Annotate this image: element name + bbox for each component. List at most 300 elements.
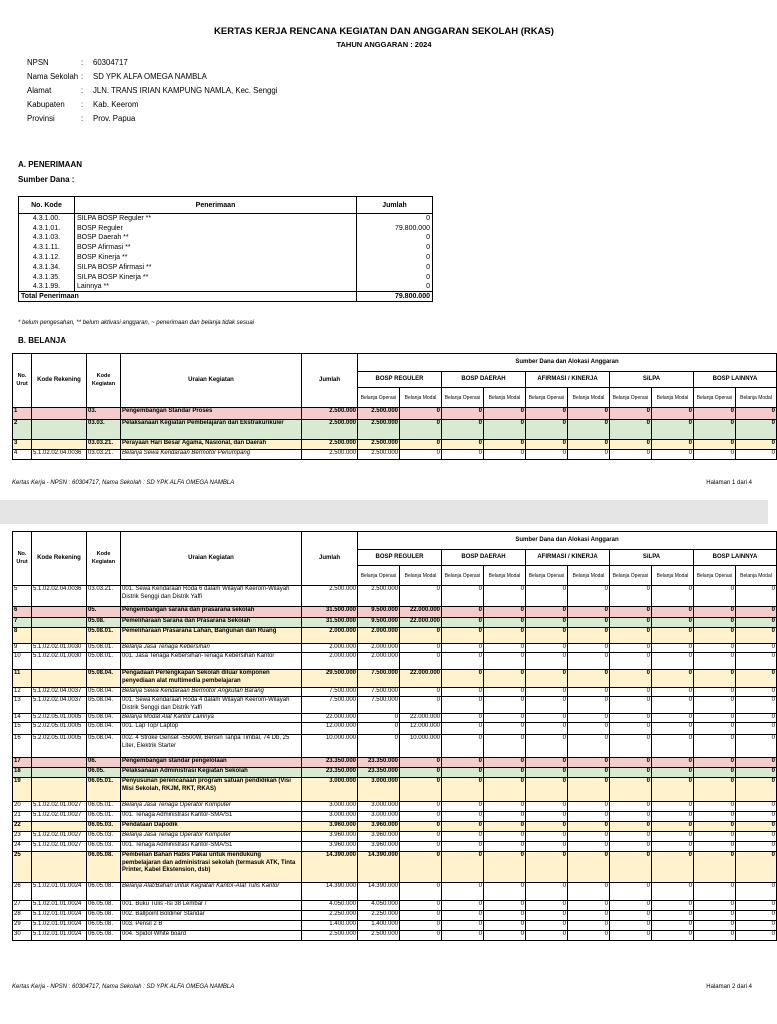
- allocation-cell: 0: [442, 670, 484, 688]
- column-header-belanja-modal: Belanja Modal: [400, 388, 442, 408]
- uraian-cell: Pengembangan standar pengelolaan: [121, 758, 302, 768]
- allocation-cell: 0: [568, 688, 610, 697]
- allocation-cell: 0: [442, 911, 484, 921]
- no-urut-cell: 21: [13, 812, 32, 822]
- allocation-cell: 0: [652, 688, 694, 697]
- allocation-cell: 0: [568, 931, 610, 941]
- column-header-fund-group: BOSP DAERAH: [442, 372, 526, 388]
- uraian-cell: Pemeliharaan Prasarana Lahan, Bangunan dan Ruang: [121, 628, 302, 644]
- allocation-cell: 0: [484, 883, 526, 901]
- no-urut-cell: 24: [13, 842, 32, 852]
- allocation-cell: 0: [484, 812, 526, 822]
- uraian-cell: 001. Sewa Kendaraan Roda 6 dalam Wilayah Keerom-Wilayah Distrik Senggi dan Distrik Yaffi: [121, 586, 302, 607]
- kode-rekening-cell: 5.1.02.01.01.0024: [32, 911, 87, 921]
- page-number: Halaman 2 dari 4: [706, 984, 752, 990]
- allocation-cell: 0: [694, 440, 736, 450]
- allocation-cell: 0: [694, 822, 736, 832]
- allocation-cell: 0: [610, 628, 652, 644]
- uraian-cell: Pengembangan Standar Proses: [121, 408, 302, 420]
- allocation-cell: 0: [736, 644, 777, 653]
- kode-cell: 4.3.1.01.: [19, 223, 75, 233]
- allocation-cell: 0: [526, 852, 568, 883]
- allocation-cell: 9.500.000: [358, 618, 400, 628]
- allocation-cell: 0: [442, 408, 484, 420]
- uraian-cell: 002. 4 Stroke Genset -5500W, Bensin Tanpa Timbal, 74 Db, 25 Liter, Elektrik Starter: [121, 735, 302, 758]
- kode-kegiatan-cell: 06.05.08.: [87, 852, 121, 883]
- jumlah-cell: 2.000.000: [302, 653, 358, 670]
- allocation-cell: 0: [568, 607, 610, 618]
- column-header-uraian: Uraian Kegiatan: [121, 532, 302, 586]
- kode-kegiatan-cell: 05.08.04.: [87, 670, 121, 688]
- allocation-cell: 0: [736, 778, 777, 802]
- allocation-cell: 0: [610, 802, 652, 812]
- allocation-cell: 0: [736, 586, 777, 607]
- kode-rekening-cell: [32, 628, 87, 644]
- allocation-cell: 0: [736, 670, 777, 688]
- allocation-cell: 0: [736, 883, 777, 901]
- uraian-cell: Belanja Jasa Tenaga Operator Komputer: [121, 802, 302, 812]
- allocation-cell: 9.500.000: [358, 607, 400, 618]
- kode-rekening-cell: 5.1.02.02.01.0030: [32, 653, 87, 670]
- allocation-cell: 0: [400, 768, 442, 778]
- allocation-cell: 0: [610, 842, 652, 852]
- kode-rekening-cell: 5.1.02.02.01.0030: [32, 644, 87, 653]
- column-header-belanja-modal: Belanja Modal: [736, 566, 777, 586]
- kode-kegiatan-cell: 06.05.08.: [87, 931, 121, 941]
- column-header-belanja-operasi: Belanja Operasi: [526, 388, 568, 408]
- allocation-cell: 0: [442, 758, 484, 768]
- allocation-cell: 0: [568, 735, 610, 758]
- no-urut-cell: 3: [13, 440, 32, 450]
- uraian-cell: 001. Buku Tulis -Isi 38 Lembar /: [121, 901, 302, 911]
- kode-kegiatan-cell: 03.03.21.: [87, 450, 121, 460]
- column-header-belanja-operasi: Belanja Operasi: [442, 566, 484, 586]
- allocation-cell: 0: [610, 618, 652, 628]
- allocation-cell: 0: [736, 628, 777, 644]
- uraian-cell: 001. Lap Top/ Laptop: [121, 723, 302, 735]
- kode-kegiatan-cell: 06.05.08.: [87, 921, 121, 931]
- no-urut-cell: 9: [13, 644, 32, 653]
- no-urut-cell: 7: [13, 618, 32, 628]
- allocation-cell: 0: [526, 644, 568, 653]
- allocation-cell: 0: [442, 586, 484, 607]
- belanja-row: [13, 670, 777, 688]
- allocation-cell: 0: [652, 901, 694, 911]
- jumlah-cell: 14.390.000: [302, 852, 358, 883]
- allocation-cell: 0: [442, 735, 484, 758]
- allocation-cell: 0: [568, 842, 610, 852]
- allocation-cell: 2.000.000: [358, 644, 400, 653]
- jumlah-cell: 10.000.000: [302, 735, 358, 758]
- document-page-2: [0, 524, 775, 1024]
- allocation-cell: 0: [736, 697, 777, 714]
- jumlah-cell: 3.960.000: [302, 842, 358, 852]
- allocation-cell: 0: [526, 440, 568, 450]
- kode-kegiatan-cell: 06.05.01.: [87, 802, 121, 812]
- allocation-cell: 0: [610, 607, 652, 618]
- allocation-cell: 0: [694, 586, 736, 607]
- kode-cell: 4.3.1.00.: [19, 214, 75, 224]
- allocation-cell: 0: [442, 420, 484, 440]
- kode-cell: 4.3.1.99.: [19, 282, 75, 292]
- no-urut-cell: 17: [13, 758, 32, 768]
- allocation-cell: 0: [736, 822, 777, 832]
- belanja-table-page-1: [12, 353, 777, 460]
- allocation-cell: 0: [610, 586, 652, 607]
- identity-value: SD YPK ALFA OMEGA NAMBLA: [93, 72, 207, 81]
- allocation-cell: 0: [610, 822, 652, 832]
- identity-province: Provinsi : Prov. Papua: [27, 114, 136, 123]
- kode-rekening-cell: [32, 670, 87, 688]
- allocation-cell: 0: [568, 628, 610, 644]
- belanja-row: [13, 852, 777, 883]
- kode-rekening-cell: [32, 408, 87, 420]
- column-header-kode-rekening: Kode Rekening: [32, 354, 87, 408]
- fiscal-year-subtitle: TAHUN ANGGARAN : 2024: [336, 40, 432, 49]
- kode-kegiatan-cell: 06.05.08.: [87, 911, 121, 921]
- no-urut-cell: 20: [13, 802, 32, 812]
- allocation-cell: 0: [442, 628, 484, 644]
- allocation-cell: 0: [526, 723, 568, 735]
- no-urut-cell: 4: [13, 450, 32, 460]
- column-header-belanja-modal: Belanja Modal: [568, 566, 610, 586]
- allocation-cell: 0: [652, 653, 694, 670]
- belanja-row: [13, 688, 777, 697]
- column-header-uraian: Uraian Kegiatan: [121, 354, 302, 408]
- kode-rekening-cell: 5.1.02.01.01.0024: [32, 901, 87, 911]
- allocation-cell: 0: [526, 911, 568, 921]
- uraian-cell: 001. Sewa Kendaraan Roda 4 dalam Wilayah Keerom-Wilayah Distrik Senggi dan Distrik Yaffi: [121, 697, 302, 714]
- allocation-cell: 0: [568, 618, 610, 628]
- allocation-cell: 0: [610, 697, 652, 714]
- allocation-cell: 0: [694, 408, 736, 420]
- penerimaan-cell: BOSP Reguler: [75, 223, 357, 233]
- identity-address: Alamat : JLN. TRANS IRIAN KAMPUNG NAMLA, Kec. Senggi: [27, 86, 278, 95]
- uraian-cell: Pelaksanaan Administrasi Kegiatan Sekolah: [121, 768, 302, 778]
- allocation-cell: 0: [652, 921, 694, 931]
- allocation-cell: 3.960.000: [358, 842, 400, 852]
- no-urut-cell: 22: [13, 822, 32, 832]
- uraian-cell: 001. Tenaga Administrasi Kantor-SMA/S1: [121, 812, 302, 822]
- allocation-cell: 0: [526, 688, 568, 697]
- uraian-cell: Pemeliharaan Sarana dan Prasarana Sekolah: [121, 618, 302, 628]
- belanja-row: [13, 653, 777, 670]
- allocation-cell: 0: [526, 901, 568, 911]
- kode-kegiatan-cell: 06.05.01.: [87, 778, 121, 802]
- belanja-row: [13, 768, 777, 778]
- allocation-cell: 0: [694, 653, 736, 670]
- allocation-cell: 0: [652, 670, 694, 688]
- allocation-cell: 0: [400, 586, 442, 607]
- allocation-cell: 0: [400, 440, 442, 450]
- allocation-cell: 0: [736, 723, 777, 735]
- allocation-cell: 0: [694, 723, 736, 735]
- allocation-cell: 2.500.000: [358, 931, 400, 941]
- allocation-cell: 0: [610, 931, 652, 941]
- penerimaan-table: [18, 196, 433, 302]
- kode-cell: 4.3.1.35.: [19, 272, 75, 282]
- allocation-cell: 23.350.000: [358, 758, 400, 768]
- table-row: [19, 243, 433, 253]
- allocation-cell: 0: [610, 758, 652, 768]
- allocation-cell: 0: [694, 768, 736, 778]
- allocation-cell: 0: [400, 883, 442, 901]
- column-header-belanja-operasi: Belanja Operasi: [358, 566, 400, 586]
- no-urut-cell: 28: [13, 911, 32, 921]
- allocation-cell: 14.390.000: [358, 852, 400, 883]
- jumlah-cell: 2.500.000: [302, 931, 358, 941]
- allocation-cell: 0: [484, 778, 526, 802]
- uraian-cell: Belanja Alat/Bahan untuk Kegiatan Kantor-Alat Tulis Kantor: [121, 883, 302, 901]
- total-label: Total Penerimaan: [19, 292, 357, 302]
- allocation-cell: 0: [568, 723, 610, 735]
- jumlah-cell: 22.000.000: [302, 714, 358, 723]
- belanja-row: [13, 931, 777, 941]
- identity-label: Kabupaten: [27, 100, 65, 109]
- uraian-cell: 002. Ballpoint Boldiner Standar: [121, 911, 302, 921]
- allocation-cell: 0: [694, 688, 736, 697]
- kode-rekening-cell: 5.1.02.02.04.0036: [32, 450, 87, 460]
- allocation-cell: 0: [694, 758, 736, 768]
- identity-npsn: NPSN : 60304717: [27, 58, 128, 67]
- jumlah-cell: 2.500.000: [302, 408, 358, 420]
- allocation-cell: 0: [652, 450, 694, 460]
- allocation-cell: 0: [400, 802, 442, 812]
- no-urut-cell: 23: [13, 832, 32, 842]
- allocation-cell: 0: [442, 812, 484, 822]
- allocation-cell: 0: [568, 758, 610, 768]
- penerimaan-cell: BOSP Daerah **: [75, 233, 357, 243]
- allocation-cell: 0: [694, 832, 736, 842]
- table-row: [19, 214, 433, 224]
- jumlah-cell: 1.400.000: [302, 921, 358, 931]
- allocation-cell: 2.000.000: [358, 628, 400, 644]
- allocation-cell: 0: [484, 420, 526, 440]
- allocation-cell: 0: [484, 688, 526, 697]
- allocation-cell: 0: [736, 420, 777, 440]
- jumlah-cell: 23.350.000: [302, 768, 358, 778]
- allocation-cell: 0: [526, 618, 568, 628]
- allocation-cell: 0: [400, 921, 442, 931]
- kode-rekening-cell: 5.1.02.01.01.0024: [32, 931, 87, 941]
- belanja-row: [13, 901, 777, 911]
- kode-rekening-cell: 5.1.02.02.01.0027: [32, 802, 87, 812]
- no-urut-cell: 18: [13, 768, 32, 778]
- table-row: [19, 233, 433, 243]
- no-urut-cell: 11: [13, 670, 32, 688]
- allocation-cell: 0: [652, 618, 694, 628]
- allocation-cell: 0: [526, 670, 568, 688]
- allocation-cell: 0: [568, 697, 610, 714]
- allocation-cell: 2.500.000: [358, 586, 400, 607]
- allocation-cell: 0: [442, 901, 484, 911]
- column-header-fund-group: SiLPA: [610, 372, 694, 388]
- allocation-cell: 0: [526, 420, 568, 440]
- allocation-cell: 0: [694, 921, 736, 931]
- allocation-cell: 0: [694, 778, 736, 802]
- allocation-cell: 0: [400, 812, 442, 822]
- allocation-cell: 0: [652, 883, 694, 901]
- allocation-cell: 22.000.000: [400, 607, 442, 618]
- column-header-belanja-modal: Belanja Modal: [400, 566, 442, 586]
- kode-cell: 4.3.1.03.: [19, 233, 75, 243]
- allocation-cell: 0: [442, 802, 484, 812]
- allocation-cell: 0: [610, 450, 652, 460]
- belanja-row: [13, 778, 777, 802]
- table-row: [19, 253, 433, 263]
- allocation-cell: 0: [400, 688, 442, 697]
- footer-school-info: Kertas Kerja - NPSN : 60304717, Nama Sekolah : SD YPK ALFA OMEGA NAMBLA: [12, 480, 235, 486]
- belanja-row: [13, 802, 777, 812]
- kode-kegiatan-cell: 03.: [87, 408, 121, 420]
- kode-rekening-cell: 5.2.02.05.01.0005: [32, 714, 87, 723]
- column-header-belanja-modal: Belanja Modal: [652, 566, 694, 586]
- allocation-cell: 0: [694, 697, 736, 714]
- belanja-row: [13, 618, 777, 628]
- allocation-cell: 0: [652, 802, 694, 812]
- kode-rekening-cell: [32, 852, 87, 883]
- allocation-cell: 0: [442, 852, 484, 883]
- kode-kegiatan-cell: 05.08.04.: [87, 697, 121, 714]
- allocation-cell: 0: [736, 832, 777, 842]
- allocation-cell: 3.960.000: [358, 832, 400, 842]
- identity-school-name: Nama Sekolah : SD YPK ALFA OMEGA NAMBLA: [27, 72, 207, 81]
- allocation-cell: 4.050.000: [358, 901, 400, 911]
- document-title: KERTAS KERJA RENCANA KEGIATAN DAN ANGGARAN SEKOLAH (RKAS): [214, 26, 554, 37]
- allocation-cell: 0: [484, 758, 526, 768]
- allocation-cell: 0: [484, 408, 526, 420]
- uraian-cell: Pengadaan Perlengkapan Sekolah diluar komponen penyediaan alat multimedia pembelajaran: [121, 670, 302, 688]
- section-penerimaan-title: A. PENERIMAAN: [18, 160, 83, 169]
- kode-kegiatan-cell: 06.05.03.: [87, 832, 121, 842]
- table-row: [19, 262, 433, 272]
- allocation-cell: 0: [484, 586, 526, 607]
- allocation-cell: 0: [736, 714, 777, 723]
- jumlah-cell: 0: [357, 243, 433, 253]
- kode-kegiatan-cell: 05.08.01.: [87, 653, 121, 670]
- jumlah-cell: 0: [357, 262, 433, 272]
- allocation-cell: 0: [442, 653, 484, 670]
- allocation-cell: 0: [526, 714, 568, 723]
- allocation-cell: 0: [568, 911, 610, 921]
- allocation-cell: 2.500.000: [358, 420, 400, 440]
- allocation-cell: 0: [736, 802, 777, 812]
- belanja-row: [13, 822, 777, 832]
- allocation-cell: 0: [694, 931, 736, 941]
- belanja-table-page-2: [12, 531, 777, 941]
- jumlah-cell: 2.000.000: [302, 644, 358, 653]
- allocation-cell: 0: [736, 931, 777, 941]
- section-belanja-title: B. BELANJA: [18, 336, 67, 345]
- allocation-cell: 0: [484, 644, 526, 653]
- allocation-cell: 0: [568, 883, 610, 901]
- jumlah-cell: 2.500.000: [302, 440, 358, 450]
- sumber-dana-label: Sumber Dana :: [18, 175, 75, 184]
- page-separator: [0, 500, 768, 524]
- allocation-cell: 0: [484, 670, 526, 688]
- allocation-cell: 0: [610, 688, 652, 697]
- no-urut-cell: 5: [13, 586, 32, 607]
- allocation-cell: 0: [442, 723, 484, 735]
- penerimaan-cell: SILPA BOSP Kinerja **: [75, 272, 357, 282]
- allocation-cell: 0: [526, 822, 568, 832]
- allocation-cell: 0: [526, 883, 568, 901]
- allocation-cell: 0: [568, 768, 610, 778]
- allocation-cell: 0: [442, 618, 484, 628]
- identity-regency: Kabupaten : Kab. Keerom: [27, 100, 139, 109]
- kode-rekening-cell: [32, 420, 87, 440]
- allocation-cell: 0: [484, 607, 526, 618]
- column-header-fund-group: BOSP DAERAH: [442, 550, 526, 566]
- uraian-cell: 001. Tenaga Administrasi Kantor-SMA/S1: [121, 842, 302, 852]
- allocation-cell: 0: [442, 688, 484, 697]
- allocation-cell: 0: [568, 802, 610, 812]
- kode-kegiatan-cell: 06.05.03.: [87, 822, 121, 832]
- allocation-cell: 0: [610, 911, 652, 921]
- allocation-cell: 0: [652, 852, 694, 883]
- belanja-row: [13, 440, 777, 450]
- allocation-cell: 0: [736, 440, 777, 450]
- kode-kegiatan-cell: 06.05.08.: [87, 901, 121, 911]
- allocation-cell: 0: [610, 768, 652, 778]
- identity-label: Nama Sekolah: [27, 72, 79, 81]
- allocation-cell: 0: [610, 901, 652, 911]
- allocation-cell: 7.500.000: [358, 697, 400, 714]
- allocation-cell: 0: [400, 450, 442, 460]
- allocation-cell: 0: [526, 628, 568, 644]
- allocation-cell: 0: [652, 758, 694, 768]
- allocation-cell: 0: [442, 883, 484, 901]
- allocation-cell: 0: [526, 586, 568, 607]
- allocation-cell: 0: [652, 822, 694, 832]
- allocation-cell: 0: [400, 778, 442, 802]
- column-header-fund-group: BOSP REGULER: [358, 550, 442, 566]
- kode-rekening-cell: [32, 822, 87, 832]
- allocation-cell: 10.000.000: [400, 735, 442, 758]
- allocation-cell: 0: [484, 911, 526, 921]
- allocation-cell: 0: [610, 408, 652, 420]
- allocation-cell: 0: [568, 420, 610, 440]
- table-row: [19, 282, 433, 292]
- uraian-cell: Belanja Jasa Tenaga Operator Komputer: [121, 832, 302, 842]
- belanja-row: [13, 723, 777, 735]
- no-urut-cell: 10: [13, 653, 32, 670]
- allocation-cell: 0: [526, 653, 568, 670]
- allocation-cell: 0: [694, 420, 736, 440]
- uraian-cell: 001. Jasa Tenaga Kebersihan-Tenaga Kebersihan Kantor: [121, 653, 302, 670]
- allocation-cell: 0: [652, 768, 694, 778]
- allocation-cell: 0: [694, 670, 736, 688]
- column-header-belanja-operasi: Belanja Operasi: [442, 388, 484, 408]
- column-header-jumlah: Jumlah: [357, 197, 433, 214]
- column-header-belanja-modal: Belanja Modal: [484, 566, 526, 586]
- column-header-fund-group: AFIRMASI / KINERJA: [526, 550, 610, 566]
- allocation-cell: 0: [400, 420, 442, 440]
- allocation-cell: 0: [484, 901, 526, 911]
- column-header-fund-group: AFIRMASI / KINERJA: [526, 372, 610, 388]
- allocation-cell: 0: [736, 450, 777, 460]
- jumlah-cell: 0: [357, 282, 433, 292]
- allocation-cell: 0: [694, 883, 736, 901]
- allocation-cell: 0: [442, 931, 484, 941]
- allocation-cell: 0: [400, 822, 442, 832]
- kode-kegiatan-cell: 05.08.04.: [87, 688, 121, 697]
- no-urut-cell: 12: [13, 688, 32, 697]
- allocation-cell: 0: [568, 670, 610, 688]
- allocation-cell: 7.500.000: [358, 670, 400, 688]
- allocation-cell: 0: [358, 735, 400, 758]
- allocation-cell: 0: [610, 735, 652, 758]
